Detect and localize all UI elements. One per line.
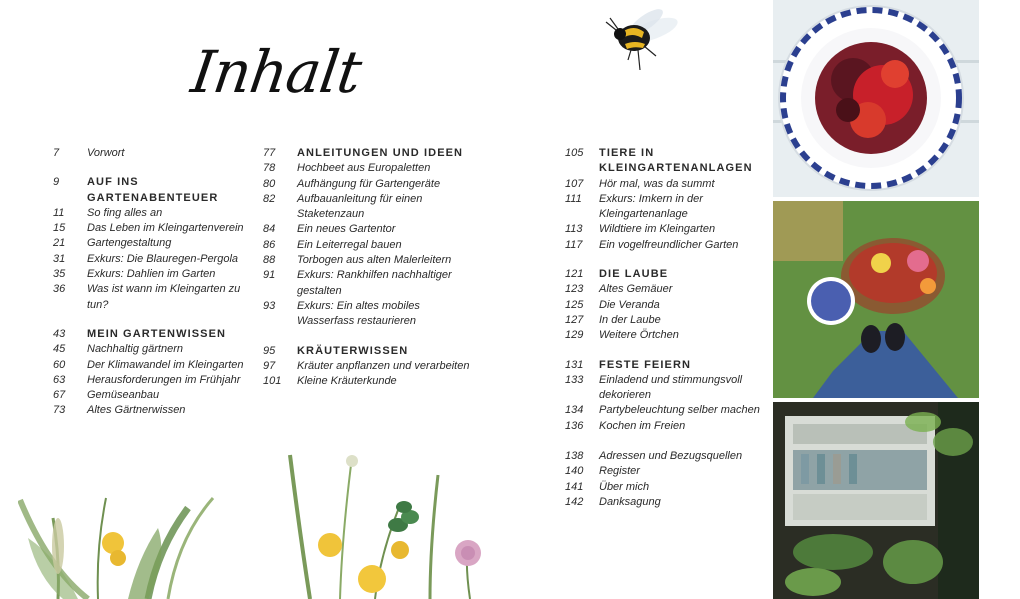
toc-entry-title: Kochen im Freien bbox=[599, 419, 686, 432]
photo-berries-bowl bbox=[773, 0, 979, 197]
toc-entry bbox=[53, 267, 263, 282]
toc-entry-title: Altes Gemäuer bbox=[599, 283, 673, 296]
toc-page-number: 121 bbox=[565, 268, 584, 281]
page-title: Inhalt bbox=[187, 38, 365, 106]
toc-entry bbox=[263, 359, 473, 374]
toc-entry bbox=[565, 328, 775, 343]
toc-section-heading bbox=[53, 175, 263, 206]
toc-entry-title: TIERE IN KLEINGARTENANLAGEN bbox=[599, 147, 753, 175]
toc-column-1 bbox=[53, 146, 263, 419]
toc-entry-title: KRÄUTERWISSEN bbox=[297, 344, 409, 357]
toc-entry bbox=[53, 403, 263, 418]
toc-entry-title: Herausforderungen im Frühjahr bbox=[87, 373, 241, 386]
toc-entry bbox=[53, 206, 263, 221]
toc-page-number: 67 bbox=[53, 389, 66, 402]
toc-page-number: 95 bbox=[263, 344, 276, 357]
toc-entry-title: Aufbauanleitung für einen Staketenzaun bbox=[297, 192, 423, 221]
toc-entry bbox=[263, 161, 473, 176]
toc-page-number: 131 bbox=[565, 358, 584, 371]
toc-entry-title: Was ist wann im Kleingarten zu tun? bbox=[87, 283, 241, 311]
toc-entry-title: Kräuter anpflanzen und verarbeiten bbox=[297, 359, 470, 372]
toc-page-number: 97 bbox=[263, 359, 276, 372]
photo-greenhouse bbox=[773, 402, 979, 599]
toc-entry-title: Gartengestaltung bbox=[87, 237, 172, 250]
toc-section-heading bbox=[565, 267, 775, 282]
toc-page-number: 77 bbox=[263, 147, 276, 159]
toc-entry bbox=[565, 373, 775, 404]
toc-entry-title: Exkurs: Dahlien im Garten bbox=[87, 268, 216, 281]
toc-entry-title: Hör mal, was da summt bbox=[599, 177, 715, 190]
toc-entry bbox=[565, 419, 775, 434]
toc-entry bbox=[263, 299, 473, 330]
toc-entry bbox=[263, 238, 473, 253]
toc-entry-title: Einladend und stimmungsvoll dekorieren bbox=[599, 373, 743, 402]
toc-page-number: 45 bbox=[53, 343, 66, 356]
toc-page-number: 133 bbox=[565, 373, 584, 386]
toc-spacer bbox=[565, 434, 775, 449]
toc-entry-title: Danksagung bbox=[599, 495, 661, 508]
toc-page-number: 123 bbox=[565, 283, 584, 296]
toc-page-number: 15 bbox=[53, 222, 66, 235]
dandelion-illustration bbox=[18, 468, 218, 599]
toc-page-number: 21 bbox=[53, 237, 66, 250]
toc-page-number: 35 bbox=[53, 268, 66, 281]
toc-section-heading bbox=[565, 146, 775, 177]
toc-section-heading bbox=[53, 327, 263, 342]
toc-entry-title: Exkurs: Die Blauregen-Pergola bbox=[87, 252, 239, 265]
toc-entry bbox=[565, 192, 775, 223]
meadow-flowers-illustration bbox=[280, 445, 500, 599]
toc-entry-title: Ein Leiterregal bauen bbox=[297, 238, 402, 251]
toc-page-number: 142 bbox=[565, 495, 584, 508]
toc-entry-title: Gemüseanbau bbox=[87, 389, 160, 402]
toc-entry bbox=[53, 221, 263, 236]
toc-entry-title: In der Laube bbox=[599, 313, 661, 326]
toc-page-number: 60 bbox=[53, 358, 66, 371]
toc-page-number: 82 bbox=[263, 192, 276, 205]
toc-entry bbox=[263, 374, 473, 389]
toc-entry bbox=[565, 177, 775, 192]
toc-entry-title: Torbogen aus alten Malerleitern bbox=[297, 254, 452, 267]
toc-page-number: 9 bbox=[53, 176, 60, 189]
toc-page-number: 127 bbox=[565, 313, 584, 326]
toc-page-number: 78 bbox=[263, 162, 276, 175]
toc-entry-title: Wildtiere im Kleingarten bbox=[599, 223, 716, 236]
toc-page-number: 101 bbox=[263, 375, 282, 388]
toc-page-number: 117 bbox=[565, 238, 583, 251]
toc-entry bbox=[53, 388, 263, 403]
toc-entry bbox=[53, 146, 263, 161]
toc-page-number: 80 bbox=[263, 177, 276, 190]
toc-entry bbox=[53, 342, 263, 357]
toc-entry bbox=[263, 253, 473, 268]
toc-section-heading bbox=[263, 344, 473, 359]
toc-entry-title: Aufhängung für Gartengeräte bbox=[297, 177, 441, 190]
toc-entry-title: So fing alles an bbox=[87, 206, 163, 219]
toc-entry-title: Ein neues Gartentor bbox=[297, 223, 396, 236]
toc-page-number: 88 bbox=[263, 254, 276, 267]
toc-entry bbox=[565, 298, 775, 313]
toc-entry-title: Exkurs: Ein altes mobiles Wasserfass restaurieren bbox=[297, 299, 420, 328]
toc-page-number: 63 bbox=[53, 373, 66, 386]
toc-page-number: 7 bbox=[53, 147, 60, 159]
toc-page-number: 111 bbox=[565, 192, 582, 205]
toc-page-number: 136 bbox=[565, 419, 584, 432]
toc-entry-title: Der Klimawandel im Kleingarten bbox=[87, 358, 244, 371]
photo-garden-basket bbox=[773, 201, 979, 398]
toc-entry-title: FESTE FEIERN bbox=[599, 358, 692, 371]
bee-illustration bbox=[598, 0, 688, 75]
toc-page-number: 11 bbox=[53, 206, 65, 219]
toc-entry-title: Vorwort bbox=[87, 147, 125, 159]
toc-entry bbox=[53, 252, 263, 267]
toc-entry bbox=[263, 192, 473, 223]
toc-page-number: 129 bbox=[565, 329, 584, 342]
toc-entry-title: Hochbeet aus Europaletten bbox=[297, 162, 431, 175]
toc-column-3 bbox=[565, 146, 775, 510]
toc-entry bbox=[263, 222, 473, 237]
photo-column bbox=[773, 0, 979, 599]
toc-entry-title: Weitere Örtchen bbox=[599, 329, 679, 342]
toc-page-number: 31 bbox=[53, 252, 66, 265]
toc-entry bbox=[263, 268, 473, 299]
toc-entry bbox=[565, 313, 775, 328]
toc-page-number: 91 bbox=[263, 269, 276, 282]
toc-entry bbox=[565, 480, 775, 495]
toc-column-2 bbox=[263, 146, 473, 389]
toc-entry bbox=[53, 282, 263, 313]
toc-section-heading bbox=[565, 358, 775, 373]
toc-page-number: 138 bbox=[565, 450, 584, 463]
toc-entry bbox=[565, 495, 775, 510]
toc-entry bbox=[53, 373, 263, 388]
toc-section-heading bbox=[263, 146, 473, 161]
toc-page-number: 84 bbox=[263, 223, 276, 236]
toc-page-number: 43 bbox=[53, 327, 66, 340]
toc-entry-title: Exkurs: Rankhilfen nachhaltiger gestalten bbox=[297, 269, 452, 297]
toc-entry bbox=[263, 177, 473, 192]
toc-entry bbox=[565, 449, 775, 464]
toc-entry bbox=[565, 403, 775, 418]
toc-entry-title: Nachhaltig gärtnern bbox=[87, 343, 184, 356]
toc-page-number: 141 bbox=[565, 480, 584, 493]
toc-entry bbox=[53, 358, 263, 373]
toc-page-number: 113 bbox=[565, 223, 583, 236]
toc-page-number: 73 bbox=[53, 404, 66, 417]
toc-entry bbox=[565, 282, 775, 297]
toc-entry bbox=[565, 222, 775, 237]
toc-entry-title: Ein vogelfreundlicher Garten bbox=[599, 238, 739, 251]
toc-page-number: 125 bbox=[565, 298, 584, 311]
toc-page-number: 36 bbox=[53, 283, 66, 296]
toc-entry-title: Altes Gärtnerwissen bbox=[87, 404, 186, 417]
toc-entry-title: MEIN GARTENWISSEN bbox=[87, 327, 227, 340]
toc-entry-title: Kleine Kräuterkunde bbox=[297, 375, 397, 388]
toc-entry bbox=[565, 464, 775, 479]
toc-page-number: 105 bbox=[565, 147, 584, 159]
toc-page-number: 134 bbox=[565, 404, 584, 417]
toc-entry bbox=[565, 238, 775, 253]
toc-entry-title: Partybeleuchtung selber machen bbox=[599, 404, 760, 417]
toc-entry-title: Register bbox=[599, 465, 640, 478]
toc-page-number: 107 bbox=[565, 177, 584, 190]
toc-entry-title: Die Veranda bbox=[599, 298, 660, 311]
toc-entry-title: Adressen und Bezugsquellen bbox=[599, 450, 743, 463]
toc-entry bbox=[53, 236, 263, 251]
toc-entry-title: AUF INS GARTENABENTEUER bbox=[87, 176, 219, 204]
toc-page-number: 86 bbox=[263, 238, 276, 251]
toc-page-number: 140 bbox=[565, 465, 584, 478]
toc-entry-title: DIE LAUBE bbox=[599, 268, 669, 281]
toc-entry-title: Exkurs: Imkern in der Kleingartenanlage bbox=[599, 192, 703, 221]
toc-page-number: 93 bbox=[263, 299, 276, 312]
toc-entry-title: Das Leben im Kleingartenverein bbox=[87, 222, 244, 235]
toc-entry-title: Über mich bbox=[599, 480, 650, 493]
toc-entry-title: ANLEITUNGEN UND IDEEN bbox=[297, 147, 464, 159]
